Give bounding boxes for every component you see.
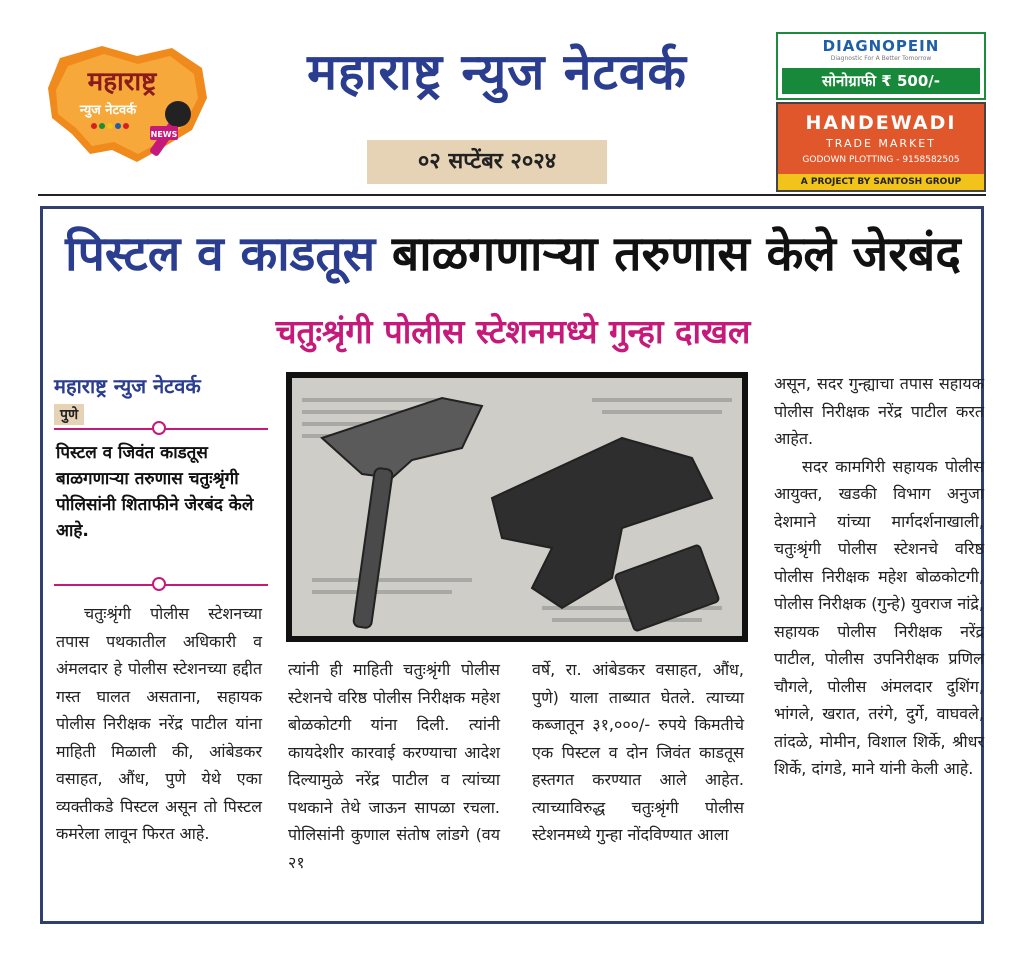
diagnopein-brand: DIAGNOPEIN	[822, 37, 940, 55]
article-column-3	[532, 656, 744, 849]
handewadi-subtitle: TRADE MARKET	[826, 137, 936, 150]
handewadi-title: HANDEWADI	[805, 112, 957, 134]
column-4-para-2: सदर कामगिरी सहायक पोलीस आयुक्त, खडकी विभाग अनुजा देशमाने यांच्या मार्गदर्शनाखाली, चतुःश्रृंगी पोलीस स्टेशनचे वरिष्ठ पोलीस निरीक्षक महेश बोळकोटगी, पोलीस निरीक्षक (गुन्हे) युवराज नांद्रे, सहायक पोलीस निरीक्षक नरेंद्र पाटील, पोलीस उपनिरीक्षक प्रणिल चौगले, पोलीस अंमलदार दुशिंग, भांगले, खरात, तरंगे, दुर्गे, वाघवले, तांदळे, मोमीन, विशाल शिर्के, श्रीधर शिर्के, दांगडे, माने यांनी केली आहे.	[774, 456, 984, 778]
logo-line2: न्युज नेटवर्क	[79, 103, 137, 118]
article-subheadline: चतुःश्रृंगी पोलीस स्टेशनमध्ये गुन्हा दाखल	[275, 312, 751, 351]
handewadi-ad	[776, 102, 986, 192]
article-column-4	[774, 370, 984, 783]
column-4-para-1: असून, सदर गुन्ह्याचा तपास सहायक पोलीस निरीक्षक नरेंद्र पाटील करत आहेत.	[774, 374, 984, 448]
column-1-text: चतुःश्रृंगी पोलीस स्टेशनच्या तपास पथकातील अधिकारी व अंमलदार हे पोलीस स्टेशनच्या हद्दीत गस्त घालत असताना, सहायक पोलीस निरीक्षक नरेंद्र पाटील यांना माहिती मिळाली की, आंबेडकर वसाहत, औंध, पुणे येथे एका व्यक्तीकडे पिस्टल असून तो पिस्टल कमरेला लावून फिरत आहे.	[56, 604, 262, 843]
headline-part2: बाळगणाऱ्या तरुणास केले जेरबंद	[391, 226, 961, 282]
logo-line1: महाराष्ट्र	[87, 67, 157, 97]
diagnopein-offer: सोनोग्राफी ₹ 500/-	[782, 68, 980, 94]
article-column-2	[288, 656, 500, 876]
logo-mic-label: NEWS	[150, 130, 178, 139]
article-column-1	[56, 600, 262, 848]
article-byline: महाराष्ट्र न्युज नेटवर्क	[54, 374, 201, 398]
article-photo	[286, 372, 748, 642]
article-headline	[46, 220, 980, 285]
column-3-text: वर्षे, रा. आंबेडकर वसाहत, औंध, पुणे) याला ताब्यात घेतले. त्याच्या कब्जातून ३१,०००/- रुपये किमतीचे एक पिस्टल व दोन जिवंत काडतूस हस्तगत करण्यात आले आहेत. त्याच्याविरुद्ध चतुःश्रृंगी पोलीस स्टेशनमध्ये गुन्हा नोंदविण्यात आला	[532, 660, 744, 844]
handewadi-footer: A PROJECT BY SANTOSH GROUP	[778, 174, 984, 190]
article-summary: पिस्टल व जिवंत काडतूस बाळगणाऱ्या तरुणास चतुःश्रृंगी पोलिसांनी शिताफीने जेरबंद केले आहे.	[56, 443, 254, 541]
handewadi-contact: GODOWN PLOTTING - 9158582505	[802, 155, 960, 165]
masthead-title: महाराष्ट्र न्युज नेटवर्क	[307, 43, 687, 101]
ornament-icon	[152, 421, 166, 435]
headline-part1: पिस्टल व काडतूस	[65, 226, 376, 282]
edition-date: ०२ सप्टेंबर २०२४	[367, 140, 607, 184]
column-2-text: त्यांनी ही माहिती चतुःश्रृंगी पोलीस स्टेशनचे वरिष्ठ पोलीस निरीक्षक महेश बोळकोटगी यांना दिली. त्यांनी कायदेशीर कारवाई करण्याचा आदेश दिल्यामुळे नरेंद्र पाटील व त्यांच्या पथकाने तेथे जाऊन सापळा रचला. पोलिसांनी कुणाल संतोष लांडगे (वय २१	[288, 660, 500, 872]
masthead-divider	[38, 194, 986, 196]
diagnopein-tagline: Diagnostic For A Better Tomorrow	[830, 55, 932, 62]
diagnopein-ad	[776, 32, 986, 100]
article-dateline: पुणे	[54, 404, 84, 425]
publication-logo	[42, 38, 212, 168]
ornament-icon	[152, 577, 166, 591]
